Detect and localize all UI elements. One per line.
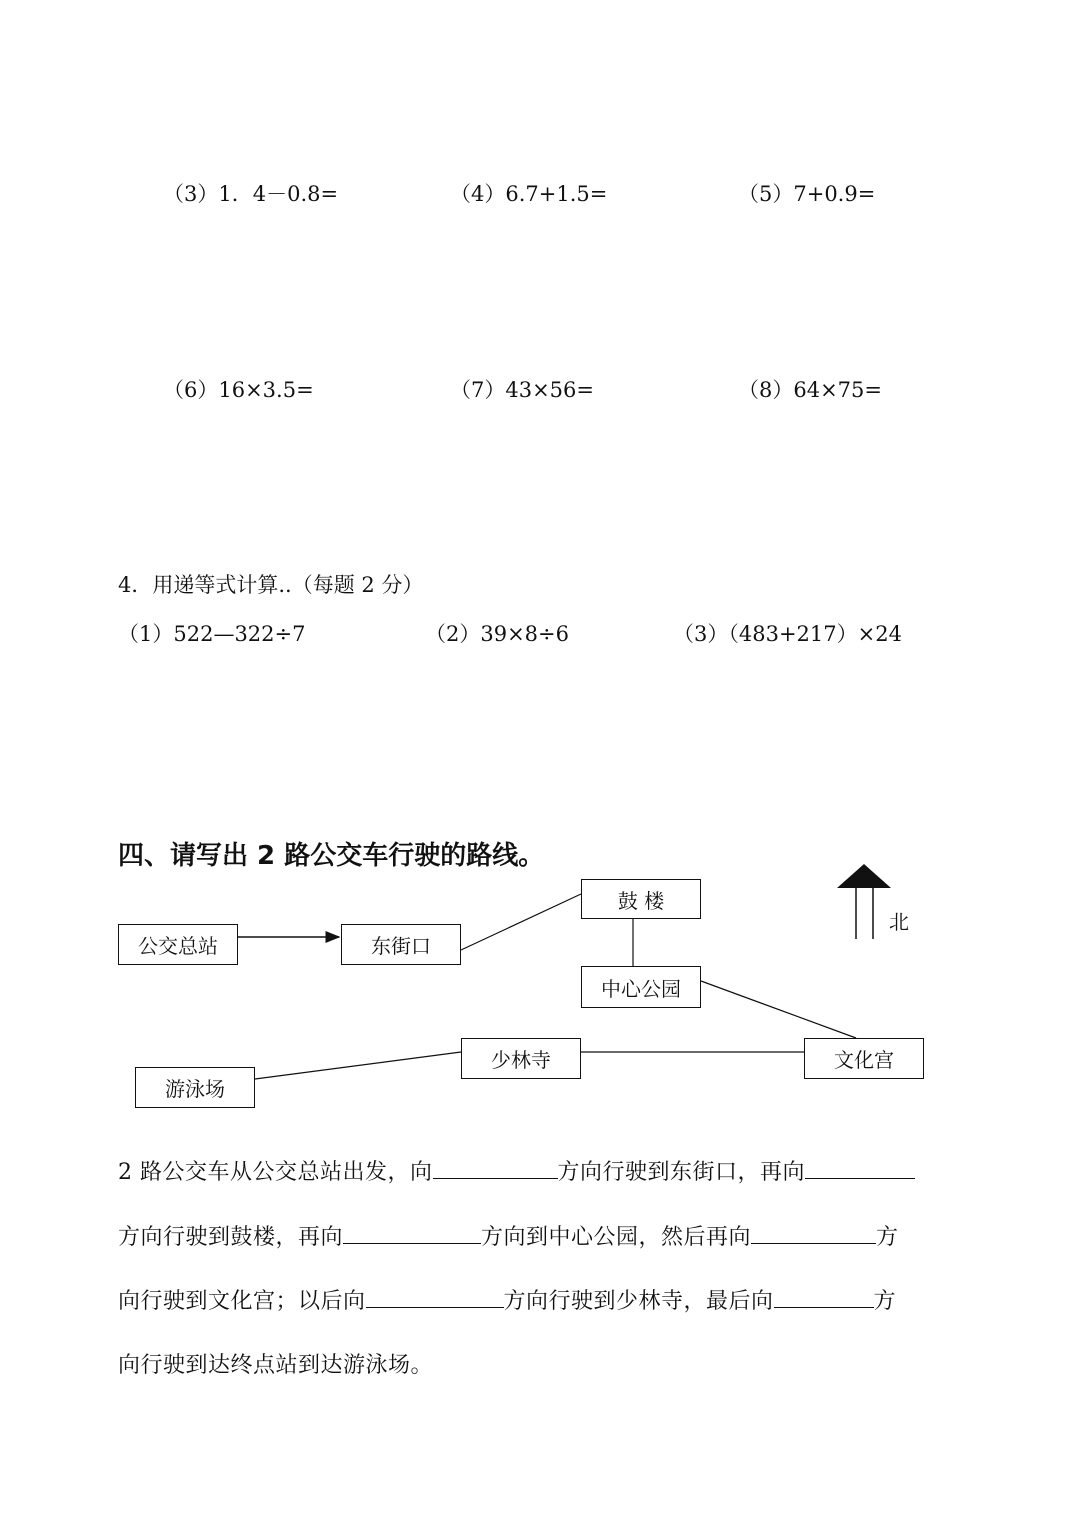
route-line-3 bbox=[118, 1284, 896, 1315]
route-line-shaolin-pool bbox=[255, 1052, 461, 1079]
stop-central-park: 中心公园 bbox=[581, 966, 701, 1008]
exercise-8: （8）64×75= bbox=[738, 378, 882, 402]
north-arrow-icon bbox=[837, 864, 891, 939]
route-line-1 bbox=[118, 1155, 915, 1186]
stop-drum-tower: 鼓 楼 bbox=[581, 879, 701, 919]
route-line-park-palace bbox=[701, 981, 856, 1038]
exercise-4: （4）6.7+1.5= bbox=[450, 182, 608, 206]
section4-item-3: （3）（483+217）×24 bbox=[673, 622, 902, 646]
route-text: 向行驶到文化宫；以后向 bbox=[118, 1289, 366, 1314]
exercise-3: （3）1．4－0.8= bbox=[163, 182, 339, 206]
route-line-dongjiekou-drumtower bbox=[461, 894, 581, 950]
stop-cultural-palace: 文化宫 bbox=[804, 1038, 924, 1079]
stop-bus-terminal: 公交总站 bbox=[118, 924, 238, 965]
answer-blank-2[interactable] bbox=[805, 1177, 915, 1179]
answer-blank-5[interactable] bbox=[366, 1306, 504, 1308]
route-line-2 bbox=[118, 1220, 899, 1251]
route-text: 方向到中心公园，然后再向 bbox=[481, 1225, 752, 1250]
answer-blank-1[interactable] bbox=[433, 1177, 558, 1179]
part4-heading: 四、请写出 2 路公交车行驶的路线。 bbox=[118, 841, 545, 871]
exercise-7: （7）43×56= bbox=[450, 378, 594, 402]
section4-title: 4．用递等式计算..（每题 2 分） bbox=[118, 573, 424, 597]
section4-item-2: （2）39×8÷6 bbox=[425, 622, 569, 646]
route-text: 方向行驶到东街口，再向 bbox=[557, 1160, 806, 1185]
exercise-5: （5）7+0.9= bbox=[738, 182, 876, 206]
route-text: 方 bbox=[873, 1289, 897, 1314]
route-text: 2 路公交车从公交总站出发，向 bbox=[118, 1160, 433, 1185]
route-text: 方向行驶到鼓楼，再向 bbox=[118, 1225, 344, 1250]
stop-shaolin-temple: 少林寺 bbox=[461, 1038, 581, 1079]
stop-swimming-pool: 游泳场 bbox=[135, 1067, 255, 1108]
exercise-6: （6）16×3.5= bbox=[163, 378, 314, 402]
answer-blank-3[interactable] bbox=[343, 1242, 481, 1244]
stop-dongjiekou: 东街口 bbox=[341, 924, 461, 965]
section4-item-1: （1）522—322÷7 bbox=[118, 622, 306, 646]
route-text: 方向行驶到少林寺，最后向 bbox=[503, 1289, 774, 1314]
route-text: 方 bbox=[876, 1225, 899, 1250]
answer-blank-6[interactable] bbox=[774, 1306, 874, 1308]
north-label: 北 bbox=[889, 910, 909, 934]
answer-blank-4[interactable] bbox=[751, 1242, 876, 1244]
route-line-4: 向行驶到达终点站到达游泳场。 bbox=[118, 1353, 434, 1378]
